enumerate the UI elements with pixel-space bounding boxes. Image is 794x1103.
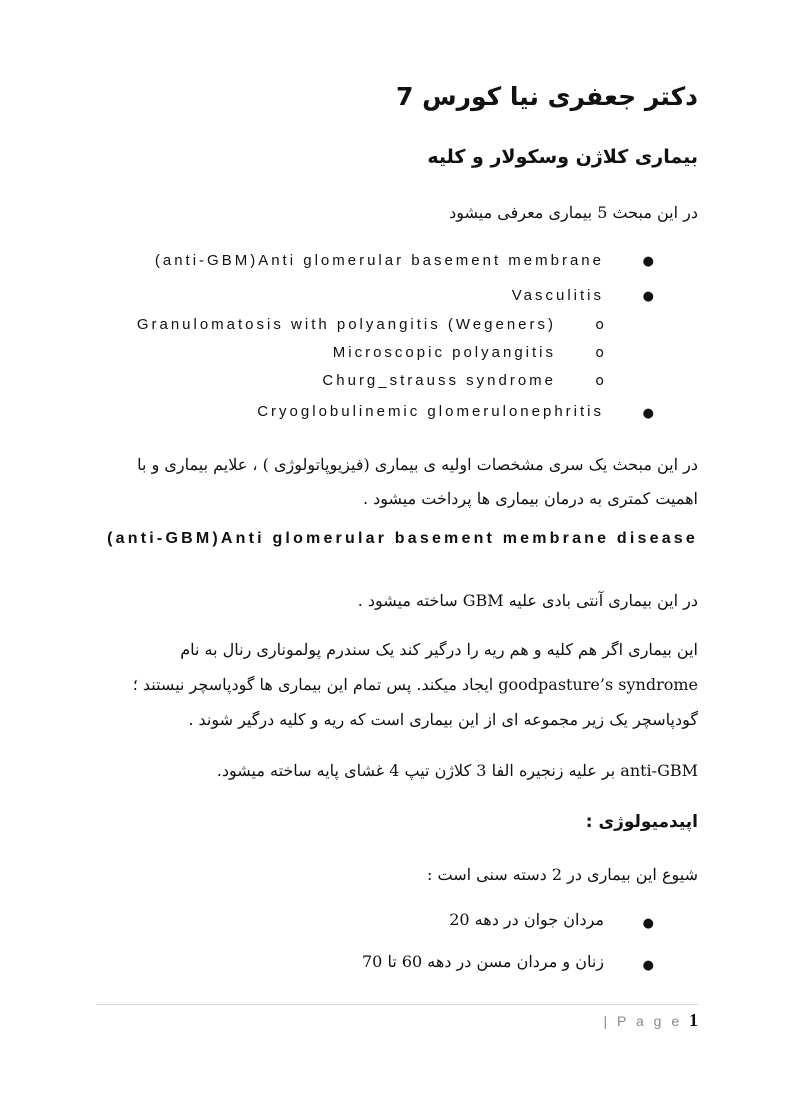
bullet-icon: ● <box>642 916 654 931</box>
description-line-2: اهمیت کمتری به درمان بیماری ها پرداخت میشود . <box>362 489 698 508</box>
circle-bullet-icon: o <box>595 373 604 389</box>
collagen-paragraph: anti-GBM بر علیه زنجیره الفا 3 کلاژن تیپ 4 غشای پایه ساخته میشود. <box>216 761 698 780</box>
bullet-icon: ● <box>642 958 654 973</box>
epidemiology-heading: اپیدمیولوژی : <box>585 812 698 832</box>
age-group-elderly: زنان و مردان مسن در دهه 60 تا 70 <box>362 952 604 971</box>
page-footer <box>603 1010 698 1031</box>
bullet-icon: ● <box>642 289 654 304</box>
circle-bullet-icon: o <box>595 345 604 361</box>
goodpasture-line-1: این بیماری اگر هم کلیه و هم ریه را درگیر کند یک سندرم پولمونار‌ی رنال به نام <box>180 640 698 659</box>
sub-item-microscopic: Microscopic polyangitis <box>332 344 556 361</box>
footer-divider <box>96 1004 698 1005</box>
document-title: دکتر جعفری نیا کورس 7 <box>395 82 698 111</box>
section-title: بیماری کلاژن وسکولار و کلیه <box>427 146 698 168</box>
sub-item-churg-strauss: Churg_strauss syndrome <box>322 372 556 389</box>
list-item-vasculitis: Vasculitis <box>511 287 604 304</box>
bullet-icon: ● <box>642 406 654 421</box>
page-label: | P a g e <box>603 1013 683 1029</box>
goodpasture-line-2: goodpasture’s syndrome ایجاد میکند. پس تمام این بیماری ها گودپاسچر نیستند ؛ <box>132 675 698 694</box>
sub-item-granulomatosis: Granulomatosis with polyangitis (Wegeners) <box>136 316 556 333</box>
anti-gbm-heading: (anti-GBM)Anti glomerular basement membrane disease <box>107 530 698 547</box>
circle-bullet-icon: o <box>595 317 604 333</box>
age-group-young-men: مردان جوان در دهه 20 <box>449 910 604 929</box>
goodpasture-line-3: گودپاسچر یک زیر مجموعه ای از این بیماری است که ریه و کلیه درگیر شوند . <box>188 710 698 729</box>
list-item-cryoglobulinemic: Cryoglobulinemic glomerulonephritis <box>257 403 604 420</box>
intro-text: در این مبحث 5 بیماری معرفی میشود <box>449 203 698 222</box>
prevalence-text: شیوع این بیماری در 2 دسته سنی است : <box>427 865 698 884</box>
description-paragraph <box>96 448 698 516</box>
description-line-1: در این مبحث یک سری مشخصات اولیه ی بیماری (فیزیوپاتولوژی ) ، علایم بیماری و با <box>137 455 698 474</box>
goodpasture-paragraph <box>96 632 698 737</box>
bullet-icon: ● <box>642 254 654 269</box>
page-number: 1 <box>689 1010 698 1030</box>
antibody-paragraph: در این بیماری آنتی بادی علیه GBM ساخته میشود . <box>357 591 698 610</box>
list-item-anti-gbm: (anti-GBM)Anti glomerular basement membrane <box>154 252 604 269</box>
